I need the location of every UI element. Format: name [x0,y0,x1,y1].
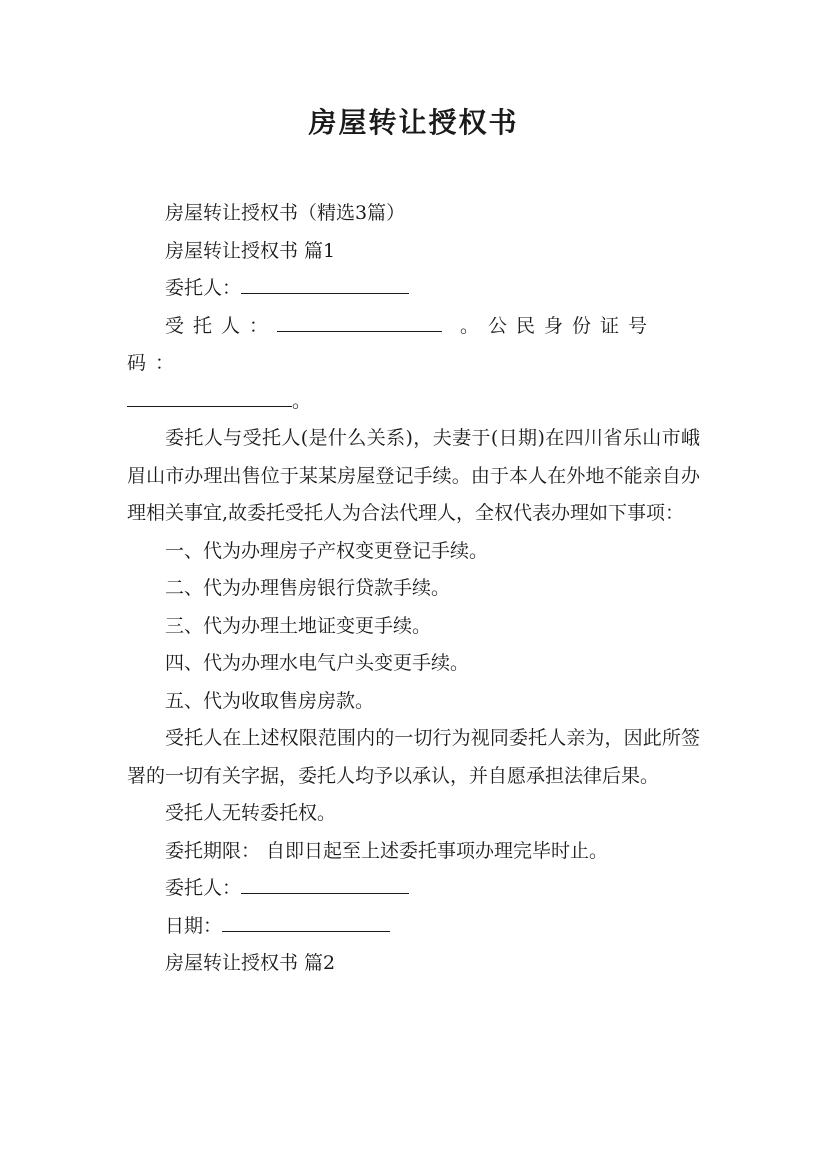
scope-paragraph: 受托人在上述权限范围内的一切行为视同委托人亲为，因此所签署的一切有关字据，委托人均予以承认，并自愿承担法律后果。 [127,727,700,787]
item-2: 二、代为办理售房银行贷款手续。 [165,577,451,599]
section-heading-1: 房屋转让授权书 篇1 [165,239,336,262]
sign-principal-line [127,870,700,908]
item-3: 三、代为办理土地证变更手续。 [165,614,432,637]
sign-principal-label: 委托人： [165,877,242,899]
principal-blank [241,271,409,294]
date-label: 日期： [165,914,223,937]
relation-paragraph: 委托人与受托人(是什么关系)，夫妻于(日期)在四川省乐山市峨眉山市办理出售位于某某房屋登记手续。由于本人在外地不能亲自办理相关事宜,故委托受托人为合法代理人，全权代表办理如下事项： [127,427,700,524]
principal-line [127,270,700,308]
agent-id-blank [127,384,292,407]
agent-line [127,308,700,383]
term-line: 委托期限： 自即日起至上述委托事项办理完毕时止。 [165,839,609,862]
agent-blank [277,309,442,332]
document-title: 房屋转让授权书 [308,106,519,139]
subtitle-line: 房屋转让授权书（精选3篇） [165,202,406,224]
item-1: 一、代为办理房子产权变更登记手续。 [165,539,489,562]
section-heading-2: 房屋转让授权书 篇2 [165,952,336,974]
agent-label: 受托人： [165,314,278,337]
item-4: 四、代为办理水电气户头变更手续。 [165,652,470,674]
no-transfer-line: 受托人无转委托权。 [165,802,337,824]
date-line [127,908,700,946]
date-blank [222,909,390,932]
agent-id-line [127,383,700,421]
item-5: 五、代为收取售房房款。 [165,689,375,712]
sign-principal-blank [241,871,409,894]
agent-id-end: 。 [292,389,312,412]
document-body [127,195,700,983]
agent-id-label: 。公民身份证号码： [127,314,657,374]
principal-label: 委托人： [165,277,242,299]
